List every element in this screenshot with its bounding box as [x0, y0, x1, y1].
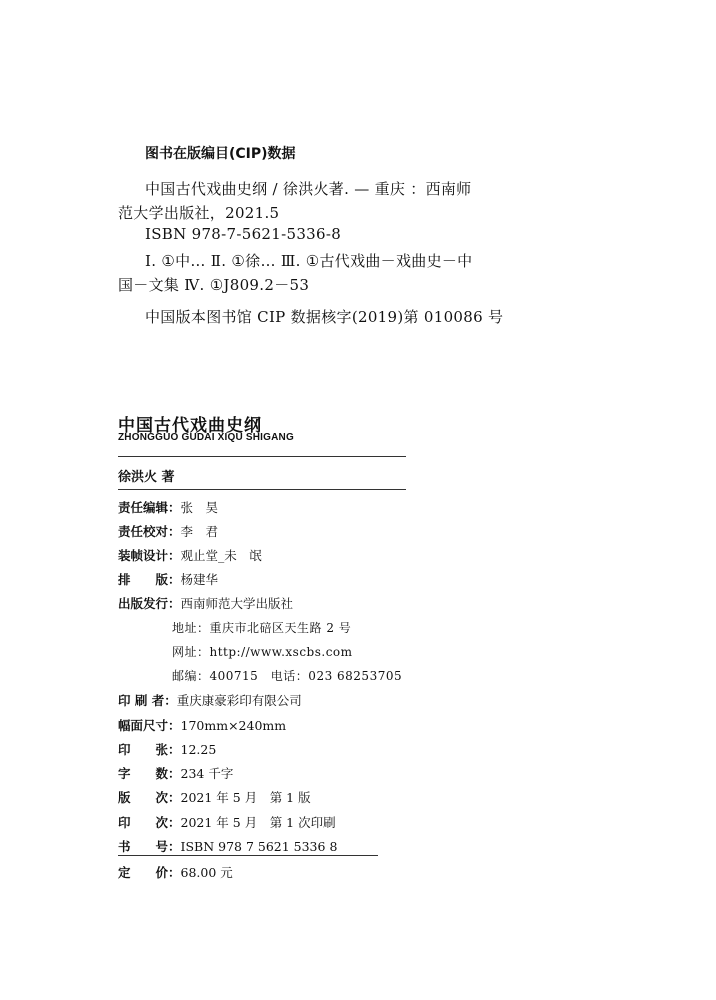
credit-value: 12.25 [180, 742, 217, 757]
divider-author [118, 489, 406, 490]
credit-label: 字 数： [118, 766, 181, 781]
cip-heading: 图书在版编目(CIP)数据 [145, 146, 296, 162]
cip-line-3: ISBN 978-7-5621-5336-8 [145, 225, 342, 243]
credit-label: 印 张： [118, 742, 181, 757]
credit-value: 观止堂_未 氓 [180, 548, 262, 563]
credit-row-printer [118, 691, 302, 709]
cip-line-4: Ⅰ. ①中… Ⅱ. ①徐… Ⅲ. ①古代戏曲－戏曲史－中 [145, 252, 473, 270]
credit-label: 排 版： [118, 572, 181, 587]
book-title-pinyin: ZHONGGUO GUDAI XIQU SHIGANG [118, 432, 294, 443]
credit-label: 书 号： [118, 839, 181, 854]
credit-label: 印 次： [118, 815, 181, 830]
credit-value: 杨建华 [180, 572, 219, 587]
divider-top [118, 456, 406, 457]
credit-row-editor [118, 498, 218, 516]
publisher-address: 地址：重庆市北碚区天生路 2 号 [172, 621, 352, 635]
publisher-postal-phone: 邮编：400715 电话：023 68253705 [172, 669, 403, 683]
divider-price [118, 855, 378, 856]
credit-value: 2021 年 5 月 第 1 次印刷 [180, 815, 336, 830]
credit-value: 234 千字 [180, 766, 234, 781]
credit-row-format [118, 716, 286, 734]
credit-row-sheets [118, 740, 216, 758]
credit-row-printing [118, 813, 336, 831]
credit-label: 责任编辑： [118, 500, 181, 515]
credit-label: 版 次： [118, 790, 181, 805]
credit-row-proofreader [118, 522, 218, 540]
credit-label: 出版发行： [118, 596, 181, 611]
credit-row-edition [118, 788, 311, 806]
credit-value: 张 昊 [180, 500, 219, 515]
cip-line-2: 范大学出版社，2021.5 [118, 204, 280, 222]
credit-row-price [118, 863, 233, 881]
cip-line-1: 中国古代戏曲史纲 / 徐洪火著. — 重庆 ：西南师 [145, 180, 472, 198]
credit-value: 李 君 [180, 524, 219, 539]
credit-row-isbn [118, 837, 337, 855]
credit-value: 2021 年 5 月 第 1 版 [180, 790, 311, 805]
credit-value: 重庆康豪彩印有限公司 [176, 693, 302, 708]
credit-value: ISBN 978 7 5621 5336 8 [180, 839, 338, 854]
credit-label: 定 价： [118, 865, 181, 880]
credit-value: 西南师范大学出版社 [180, 596, 294, 611]
credit-value: 68.00 元 [180, 865, 233, 880]
credit-label: 幅面尺寸： [118, 718, 181, 733]
credit-label: 印 刷 者： [118, 693, 177, 708]
credit-row-designer [118, 546, 262, 564]
cip-line-5: 国－文集 Ⅳ. ①J809.2－53 [118, 276, 310, 294]
credit-label: 责任校对： [118, 524, 181, 539]
credit-label: 装帧设计： [118, 548, 181, 563]
credit-row-typesetting [118, 570, 218, 588]
cip-line-6: 中国版本图书馆 CIP 数据核字(2019)第 010086 号 [145, 308, 504, 326]
credit-value: 170mm×240mm [180, 718, 287, 733]
author-line: 徐洪火 著 [118, 470, 175, 485]
credit-row-publisher [118, 594, 293, 612]
book-title-chinese: 中国古代戏曲史纲 [118, 416, 262, 436]
credit-row-word-count [118, 764, 233, 782]
publisher-website: 网址：http://www.xscbs.com [172, 645, 353, 659]
